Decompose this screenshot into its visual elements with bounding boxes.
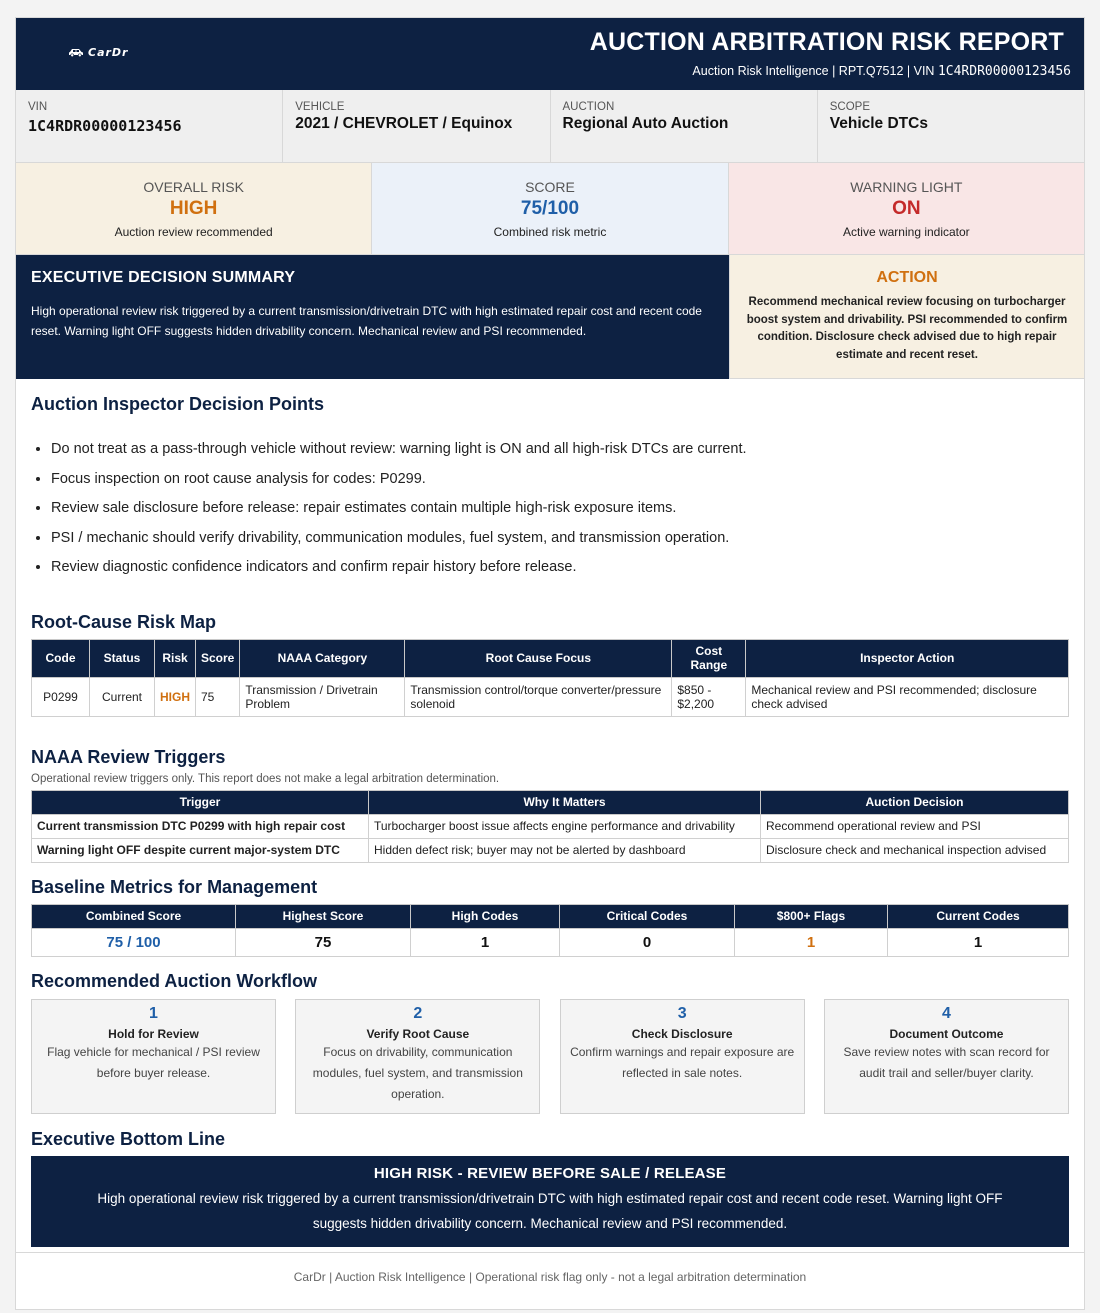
step-desc: Confirm warnings and repair exposure are reflected in sale notes. [570, 1044, 795, 1080]
report-body [16, 394, 1084, 1247]
metric-value: 75/100 [520, 198, 580, 219]
column-header: Auction Decision [761, 790, 1069, 814]
table-header-row [32, 790, 1069, 814]
table-header-row [32, 904, 1069, 928]
highest-score-value: 75 [236, 928, 411, 956]
list-item: • PSI / mechanic should verify drivability, communication modules, fuel system, and transmission operation. [51, 524, 1069, 554]
step-title: Check Disclosure [631, 1026, 733, 1041]
table-row [32, 838, 1069, 862]
risk-cell: HIGH [155, 677, 196, 716]
metric-label: OVERALL RISK [143, 179, 244, 195]
table-row [32, 928, 1069, 956]
why-cell: Turbocharger boost issue affects engine performance and drivability [369, 814, 761, 838]
column-header: Highest Score [236, 904, 411, 928]
column-header: Current Codes [888, 904, 1069, 928]
workflow-step-2 [295, 999, 540, 1114]
category-cell: Transmission / Drivetrain Problem [240, 677, 405, 716]
action-cell: Mechanical review and PSI recommended; disclosure check advised [746, 677, 1069, 716]
column-header: $800+ Flags [735, 904, 888, 928]
metric-value: ON [892, 198, 921, 219]
bottom-line-text: High operational review risk triggered by a current transmission/drivetrain DTC with high estimated repair cost and recent code reset. Warning light OFF suggests hidden drivability concern. Mechanical review and PSI recommended. [97, 1190, 1003, 1231]
info-auction [551, 90, 818, 162]
critical-codes-value: 0 [560, 928, 735, 956]
metric-overall-risk [16, 163, 372, 254]
focus-cell: Transmission control/torque converter/pressure solenoid [405, 677, 672, 716]
list-item: • Focus inspection on root cause analysis for codes: P0299. [51, 465, 1069, 495]
table-header-row [32, 639, 1069, 677]
bottom-line-title: Executive Bottom Line [31, 1128, 226, 1149]
info-label: AUCTION [562, 101, 615, 113]
bottom-line-box [31, 1156, 1069, 1247]
step-number: 4 [942, 1004, 951, 1022]
triggers-table [31, 790, 1069, 863]
step-title: Hold for Review [108, 1026, 199, 1041]
step-title: Verify Root Cause [366, 1026, 470, 1041]
step-desc: Save review notes with scan record for audit trail and seller/buyer clarity. [843, 1044, 1050, 1080]
report-title: AUCTION ARBITRATION RISK REPORT [589, 28, 1064, 56]
column-header: Code [32, 639, 90, 677]
info-value: 1C4RDR00000123456 [28, 117, 182, 135]
column-header: Score [196, 639, 240, 677]
code-cell: P0299 [32, 677, 90, 716]
info-value: Vehicle DTCs [829, 115, 928, 132]
step-desc: Flag vehicle for mechanical / PSI review before buyer release. [47, 1044, 260, 1080]
metric-label: WARNING LIGHT [850, 179, 963, 195]
report-header [16, 18, 1084, 90]
column-header: Combined Score [32, 904, 236, 928]
workflow-step-1 [31, 999, 276, 1114]
metric-desc: Active warning indicator [842, 225, 970, 239]
risk-map-title: Root-Cause Risk Map [31, 611, 217, 632]
workflow-title: Recommended Auction Workflow [31, 970, 318, 991]
executive-summary-text: High operational review risk triggered by a current transmission/drivetrain DTC with high estimated repair cost and recent code reset. Warning light OFF suggests hidden drivability concern. Mechanical review and PSI recommended. [31, 304, 702, 338]
info-vin [16, 90, 283, 162]
report-subtitle [692, 64, 1071, 79]
metric-score [372, 163, 728, 254]
column-header: Inspector Action [746, 639, 1069, 677]
report-page [15, 17, 1085, 1310]
metric-label: SCORE [525, 179, 575, 195]
cardr-logo [68, 46, 128, 59]
executive-summary-row [16, 255, 1084, 379]
table-row [32, 677, 1069, 716]
step-number: 3 [677, 1004, 687, 1022]
table-row [32, 814, 1069, 838]
info-label: VEHICLE [295, 101, 345, 113]
list-item: • Review sale disclosure before release: repair estimates contain multiple high-risk exposure items. [51, 494, 1069, 524]
trigger-cell: Current transmission DTC P0299 with high repair cost [32, 814, 369, 838]
subtitle-vin: 1C4RDR00000123456 [937, 64, 1071, 79]
step-title: Document Outcome [889, 1026, 1004, 1041]
column-header: High Codes [411, 904, 560, 928]
high-codes-value: 1 [411, 928, 560, 956]
workflow-step-3 [560, 999, 805, 1114]
info-label: SCOPE [829, 101, 871, 113]
risk-map-table [31, 639, 1069, 717]
metric-desc: Auction review recommended [114, 225, 273, 239]
why-cell: Hidden defect risk; buyer may not be alerted by dashboard [369, 838, 761, 862]
info-label: VIN [28, 101, 48, 113]
vehicle-info-row [16, 90, 1084, 163]
subtitle-prefix: Auction Risk Intelligence | RPT.Q7512 | VIN [692, 64, 935, 78]
bottom-line-heading: HIGH RISK - REVIEW BEFORE SALE / RELEASE [373, 1164, 727, 1182]
cost-flags-value: 1 [735, 928, 888, 956]
step-desc: Focus on drivability, communication modules, fuel system, and transmission operation. [312, 1044, 523, 1101]
decision-points-list [31, 435, 1069, 583]
metric-value: HIGH [169, 198, 218, 219]
list-item: • Do not treat as a pass-through vehicle without review: warning light is ON and all high-risk DTCs are current. [51, 435, 1069, 465]
workflow-step-4 [824, 999, 1069, 1114]
score-cell: 75 [196, 677, 240, 716]
decision-cell: Disclosure check and mechanical inspection advised [761, 838, 1069, 862]
trigger-cell: Warning light OFF despite current major-system DTC [32, 838, 369, 862]
column-header: Cost Range [672, 639, 746, 677]
column-header: Why It Matters [369, 790, 761, 814]
car-icon [68, 48, 84, 57]
action-box [729, 255, 1084, 379]
logo-text: CarDr [88, 46, 129, 59]
column-header: Root Cause Focus [405, 639, 672, 677]
info-value: 2021 / CHEVROLET / Equinox [295, 115, 513, 132]
step-number: 1 [149, 1004, 158, 1022]
info-value: Regional Auto Auction [562, 115, 729, 132]
status-cell: Current [90, 677, 155, 716]
column-header: Trigger [32, 790, 369, 814]
column-header: NAAA Category [240, 639, 405, 677]
baseline-title: Baseline Metrics for Management [31, 876, 318, 897]
executive-summary-title: EXECUTIVE DECISION SUMMARY [31, 269, 296, 286]
workflow-steps [31, 999, 1069, 1114]
column-header: Status [90, 639, 155, 677]
risk-metrics-row [16, 163, 1084, 255]
combined-score-value: 75 / 100 [32, 928, 236, 956]
action-text: Recommend mechanical review focusing on turbocharger boost system and drivability. PSI recommended to confirm condition. Disclosure check advised due to high repair estimate and recent reset. [746, 296, 1068, 361]
decision-points-title: Auction Inspector Decision Points [31, 394, 325, 414]
metric-warning-light [729, 163, 1084, 254]
current-codes-value: 1 [888, 928, 1069, 956]
cost-cell: $850 - $2,200 [672, 677, 746, 716]
info-vehicle [283, 90, 550, 162]
triggers-title: NAAA Review Triggers [31, 746, 226, 767]
triggers-note: Operational review triggers only. This report does not make a legal arbitration determination. [31, 772, 500, 785]
report-footer: CarDr | Auction Risk Intelligence | Operational risk flag only - not a legal arbitration determination [16, 1252, 1084, 1309]
info-scope [818, 90, 1084, 162]
executive-summary [16, 255, 729, 379]
baseline-table [31, 904, 1069, 957]
column-header: Risk [155, 639, 196, 677]
action-title: ACTION [876, 269, 938, 286]
metric-desc: Combined risk metric [493, 225, 607, 239]
column-header: Critical Codes [560, 904, 735, 928]
list-item: • Review diagnostic confidence indicators and confirm repair history before release. [51, 553, 1069, 583]
step-number: 2 [413, 1004, 423, 1022]
decision-cell: Recommend operational review and PSI [761, 814, 1069, 838]
